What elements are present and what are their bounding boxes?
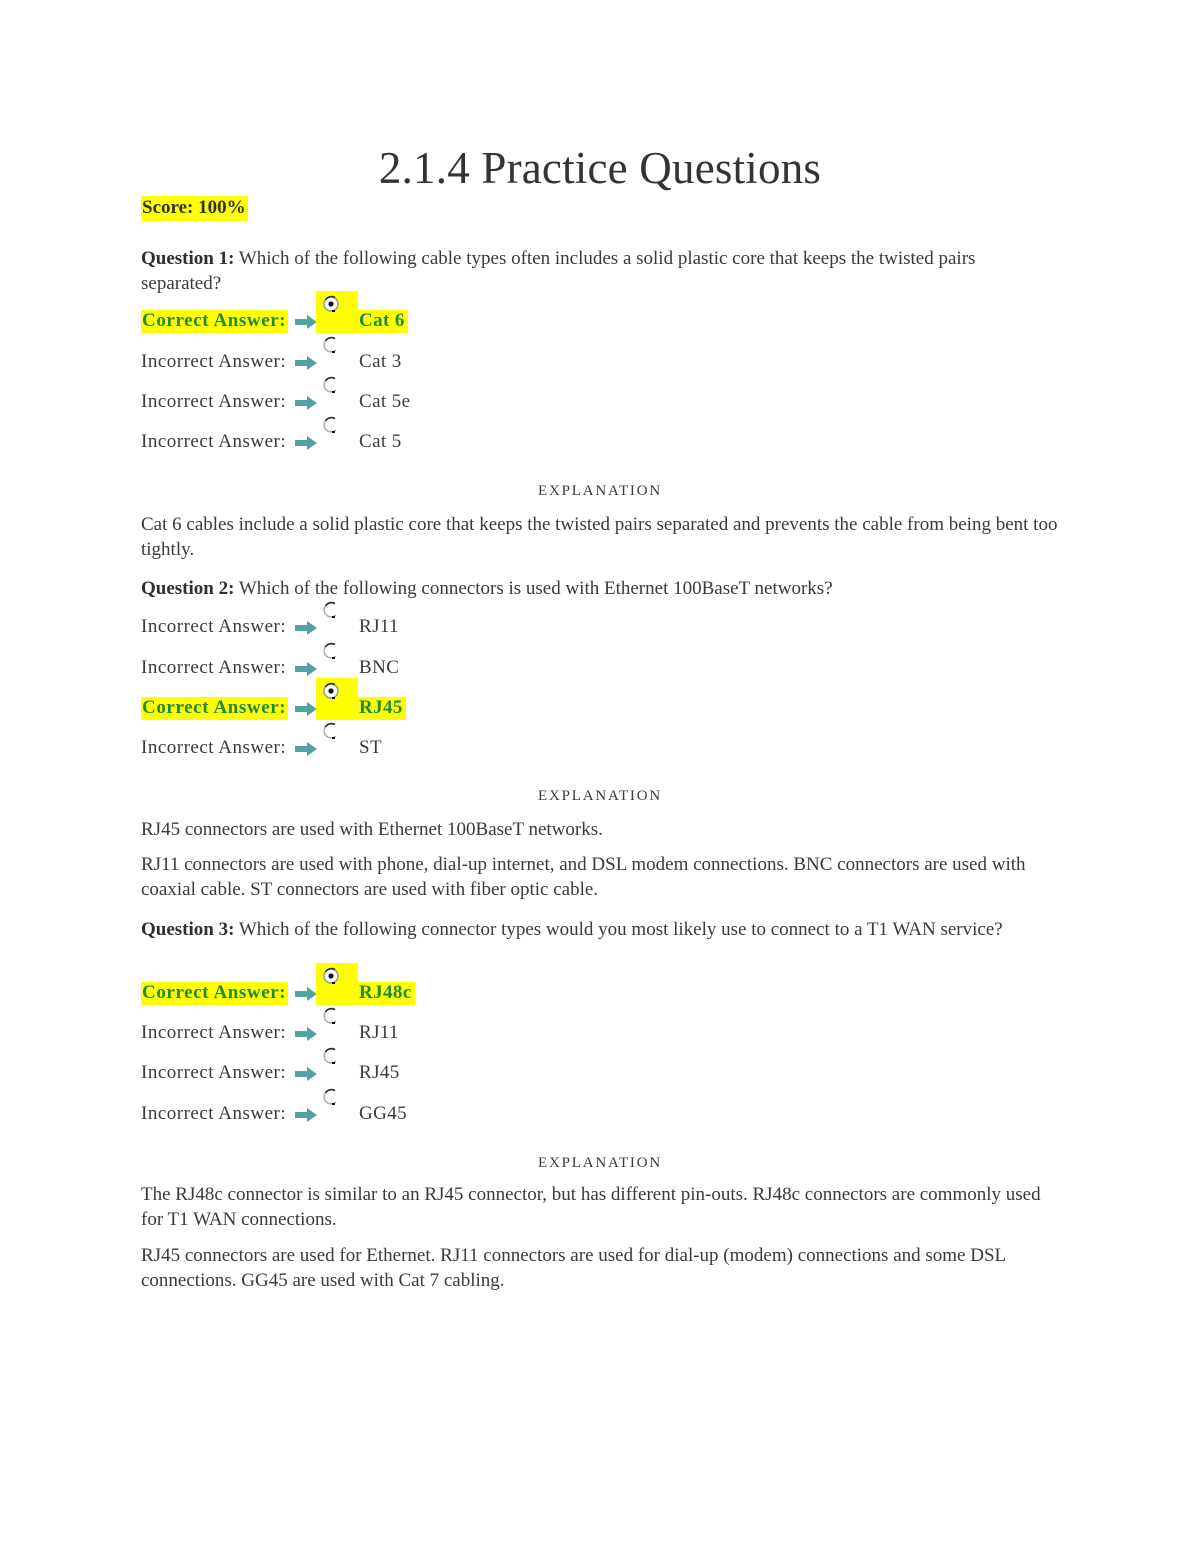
explanation-text: RJ45 connectors are used with Ethernet 100BaseT networks. bbox=[141, 819, 603, 840]
answer-status: Incorrect Answer: bbox=[141, 351, 287, 372]
radio-unselected-icon[interactable] bbox=[322, 1007, 342, 1027]
answer-status: Incorrect Answer: bbox=[141, 657, 287, 678]
question-3 bbox=[141, 917, 1056, 942]
answer-status: Incorrect Answer: bbox=[141, 616, 287, 637]
question-label: Question 2: bbox=[141, 578, 235, 599]
explanation-text: RJ45 connectors are used for Ethernet. RJ11 connectors are used for dial-up (modem) connections and some DSL connections. GG45 are used with Cat 7 cabling. bbox=[141, 1245, 1006, 1291]
arrow-right-icon bbox=[294, 1107, 318, 1123]
answer-status: Incorrect Answer: bbox=[141, 1022, 287, 1043]
explanation-heading: EXPLANATION bbox=[538, 788, 662, 804]
arrow-right-icon bbox=[294, 741, 318, 757]
radio-unselected-icon[interactable] bbox=[322, 1047, 342, 1067]
answer-value: BNC bbox=[359, 657, 400, 678]
answer-value: Cat 3 bbox=[359, 351, 402, 372]
question-text: Which of the following cable types often includes a solid plastic core that keeps the twisted pairs separated? bbox=[141, 248, 976, 294]
answer-value: RJ45 bbox=[357, 697, 406, 720]
radio-selected-icon[interactable] bbox=[322, 682, 342, 702]
question-1 bbox=[141, 246, 1056, 296]
answer-status: Incorrect Answer: bbox=[141, 1062, 287, 1083]
arrow-right-icon bbox=[294, 661, 318, 677]
arrow-right-icon bbox=[294, 1066, 318, 1082]
answer-status: Incorrect Answer: bbox=[141, 1103, 287, 1124]
arrow-right-icon bbox=[294, 620, 318, 636]
explanation-heading: EXPLANATION bbox=[538, 1155, 662, 1171]
radio-unselected-icon[interactable] bbox=[322, 722, 342, 742]
explanation-heading: EXPLANATION bbox=[538, 483, 662, 499]
radio-unselected-icon[interactable] bbox=[322, 416, 342, 436]
answer-value: Cat 5 bbox=[359, 431, 402, 452]
answer-status: Correct Answer: bbox=[142, 982, 287, 1003]
explanation-text: RJ11 connectors are used with phone, dial-up internet, and DSL modem connections. BNC connectors are used with coaxial cable. ST connectors are used with fiber optic cable. bbox=[141, 854, 1026, 900]
score-badge: Score: 100% bbox=[141, 196, 248, 221]
answer-value: RJ11 bbox=[359, 616, 399, 637]
arrow-right-icon bbox=[294, 314, 318, 330]
answer-value: Cat 5e bbox=[359, 391, 411, 412]
radio-selected-icon[interactable] bbox=[322, 967, 342, 987]
answer-value: Cat 6 bbox=[357, 310, 408, 333]
arrow-right-icon bbox=[294, 986, 318, 1002]
radio-unselected-icon[interactable] bbox=[322, 336, 342, 356]
radio-unselected-icon[interactable] bbox=[322, 1088, 342, 1108]
answer-value: ST bbox=[359, 737, 382, 758]
answer-value: RJ48c bbox=[357, 982, 415, 1005]
arrow-right-icon bbox=[294, 355, 318, 371]
answer-status: Incorrect Answer: bbox=[141, 431, 287, 452]
answer-value: RJ45 bbox=[359, 1062, 400, 1083]
radio-unselected-icon[interactable] bbox=[322, 376, 342, 396]
question-label: Question 3: bbox=[141, 919, 235, 940]
arrow-right-icon bbox=[294, 1026, 318, 1042]
question-text: Which of the following connector types would you most likely use to connect to a T1 WAN service? bbox=[234, 919, 1003, 940]
arrow-right-icon bbox=[294, 395, 318, 411]
answer-status: Incorrect Answer: bbox=[141, 737, 287, 758]
answer-status: Incorrect Answer: bbox=[141, 391, 287, 412]
answer-value: RJ11 bbox=[359, 1022, 399, 1043]
radio-selected-icon[interactable] bbox=[322, 295, 342, 315]
question-text: Which of the following connectors is used with Ethernet 100BaseT networks? bbox=[234, 578, 833, 599]
radio-unselected-icon[interactable] bbox=[322, 601, 342, 621]
question-label: Question 1: bbox=[141, 248, 235, 269]
answer-status: Correct Answer: bbox=[142, 310, 287, 331]
explanation-text: The RJ48c connector is similar to an RJ45 connector, but has different pin-outs. RJ48c connectors are commonly used for T1 WAN connections. bbox=[141, 1184, 1041, 1230]
question-2 bbox=[141, 576, 1056, 601]
answer-status: Correct Answer: bbox=[142, 697, 287, 718]
arrow-right-icon bbox=[294, 701, 318, 717]
answer-value: GG45 bbox=[359, 1103, 408, 1124]
explanation-text: Cat 6 cables include a solid plastic core that keeps the twisted pairs separated and prevents the cable from being bent too tightly. bbox=[141, 514, 1058, 560]
page-title: 2.1.4 Practice Questions bbox=[378, 143, 822, 193]
radio-unselected-icon[interactable] bbox=[322, 642, 342, 662]
arrow-right-icon bbox=[294, 435, 318, 451]
